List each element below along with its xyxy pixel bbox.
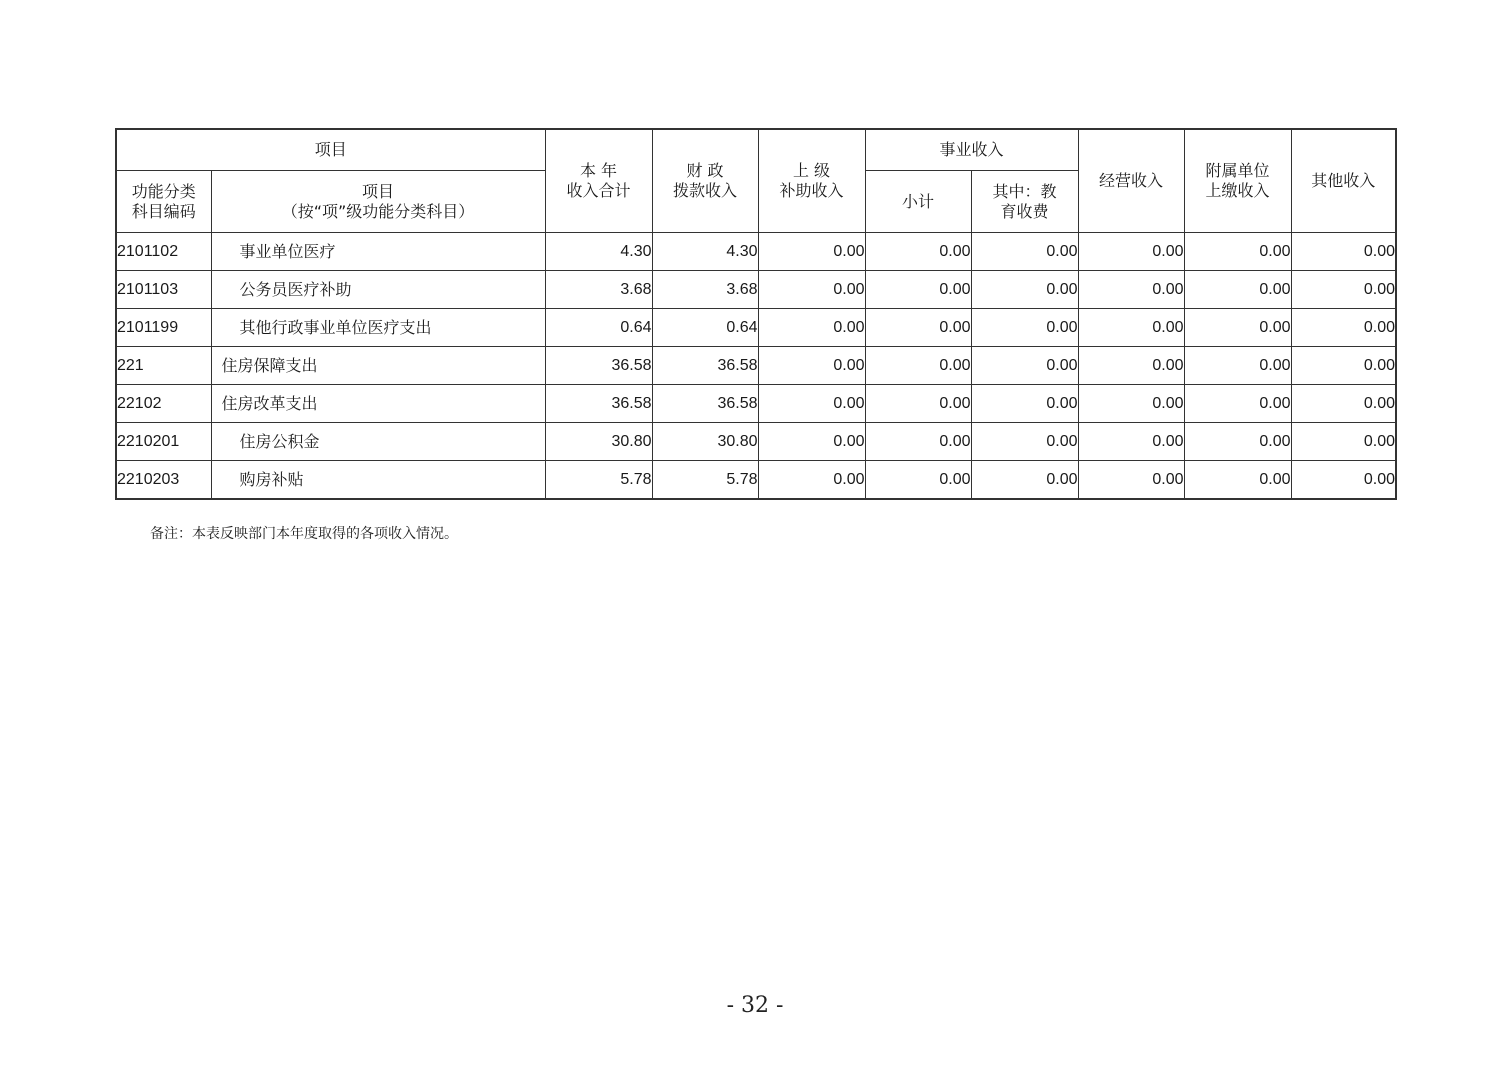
item-name-text: 公务员医疗补助 [239,279,352,299]
cell-subtotal: 0.00 [865,461,971,500]
cell-function-code: 22102 [116,385,211,423]
header-other-income: 其他收入 [1291,129,1396,233]
cell-fiscal: 30.80 [652,423,758,461]
cell-affiliated: 0.00 [1184,347,1291,385]
item-name-text: 购房补贴 [239,469,304,489]
header-affiliated-income: 附属单位 上缴收入 [1184,129,1291,233]
cell-function-code: 221 [116,347,211,385]
header-total-income: 本 年 收入合计 [545,129,652,233]
cell-superior: 0.00 [758,233,865,271]
item-name-text: 住房公积金 [239,431,320,451]
cell-fiscal: 36.58 [652,385,758,423]
cell-total: 30.80 [545,423,652,461]
item-name-text: 住房改革支出 [221,393,318,413]
cell-subtotal: 0.00 [865,309,971,347]
cell-subtotal: 0.00 [865,271,971,309]
cell-operating: 0.00 [1078,461,1184,500]
cell-education: 0.00 [971,461,1078,500]
item-name-text: 其他行政事业单位医疗支出 [239,317,432,337]
cell-affiliated: 0.00 [1184,233,1291,271]
page-number: - 32 - [726,993,784,1018]
header-item-name: 项目 （按“项”级功能分类科目） [211,171,545,233]
header-project: 项目 [116,129,545,171]
table-row [116,347,1396,385]
cell-item-name [211,271,545,309]
table-row [116,233,1396,271]
cell-item-name [211,385,545,423]
cell-superior: 0.00 [758,385,865,423]
cell-function-code: 2101103 [116,271,211,309]
cell-function-code: 2101199 [116,309,211,347]
cell-item-name [211,347,545,385]
cell-fiscal: 4.30 [652,233,758,271]
header-business-income: 事业收入 [865,129,1078,171]
cell-total: 4.30 [545,233,652,271]
header-operating-income: 经营收入 [1078,129,1184,233]
cell-superior: 0.00 [758,461,865,500]
table-row [116,309,1396,347]
table-header [116,129,1396,233]
cell-item-name [211,233,545,271]
income-table [115,128,1397,500]
cell-education: 0.00 [971,385,1078,423]
header-fiscal-allocation: 财 政 拨款收入 [652,129,758,233]
cell-fiscal: 3.68 [652,271,758,309]
cell-other: 0.00 [1291,461,1396,500]
cell-education: 0.00 [971,271,1078,309]
cell-subtotal: 0.00 [865,233,971,271]
table-row [116,461,1396,500]
item-name-text: 住房保障支出 [221,355,318,375]
cell-education: 0.00 [971,423,1078,461]
cell-item-name [211,309,545,347]
cell-total: 36.58 [545,385,652,423]
cell-operating: 0.00 [1078,271,1184,309]
cell-affiliated: 0.00 [1184,309,1291,347]
cell-other: 0.00 [1291,347,1396,385]
cell-subtotal: 0.00 [865,423,971,461]
cell-operating: 0.00 [1078,309,1184,347]
cell-affiliated: 0.00 [1184,461,1291,500]
cell-function-code: 2101102 [116,233,211,271]
cell-other: 0.00 [1291,271,1396,309]
cell-item-name [211,423,545,461]
cell-affiliated: 0.00 [1184,385,1291,423]
header-superior-subsidy: 上 级 补助收入 [758,129,865,233]
cell-total: 36.58 [545,347,652,385]
cell-operating: 0.00 [1078,385,1184,423]
cell-fiscal: 0.64 [652,309,758,347]
table-row [116,423,1396,461]
cell-total: 5.78 [545,461,652,500]
cell-other: 0.00 [1291,423,1396,461]
cell-function-code: 2210203 [116,461,211,500]
cell-total: 3.68 [545,271,652,309]
cell-operating: 0.00 [1078,423,1184,461]
header-function-code: 功能分类 科目编码 [116,171,211,233]
table-row [116,271,1396,309]
cell-education: 0.00 [971,309,1078,347]
cell-total: 0.64 [545,309,652,347]
cell-education: 0.00 [971,347,1078,385]
cell-fiscal: 5.78 [652,461,758,500]
item-name-text: 事业单位医疗 [239,241,336,261]
table-body [116,233,1396,500]
table-row [116,385,1396,423]
cell-superior: 0.00 [758,347,865,385]
cell-subtotal: 0.00 [865,347,971,385]
cell-other: 0.00 [1291,385,1396,423]
cell-fiscal: 36.58 [652,347,758,385]
cell-education: 0.00 [971,233,1078,271]
cell-superior: 0.00 [758,309,865,347]
cell-function-code: 2210201 [116,423,211,461]
cell-superior: 0.00 [758,271,865,309]
cell-affiliated: 0.00 [1184,271,1291,309]
cell-subtotal: 0.00 [865,385,971,423]
cell-affiliated: 0.00 [1184,423,1291,461]
cell-superior: 0.00 [758,423,865,461]
header-subtotal: 小计 [865,171,971,233]
cell-operating: 0.00 [1078,233,1184,271]
table-note: 备注：本表反映部门本年度取得的各项收入情况。 [150,526,458,542]
header-education-fee: 其中：教 育收费 [971,171,1078,233]
cell-other: 0.00 [1291,233,1396,271]
cell-item-name [211,461,545,500]
cell-operating: 0.00 [1078,347,1184,385]
cell-other: 0.00 [1291,309,1396,347]
